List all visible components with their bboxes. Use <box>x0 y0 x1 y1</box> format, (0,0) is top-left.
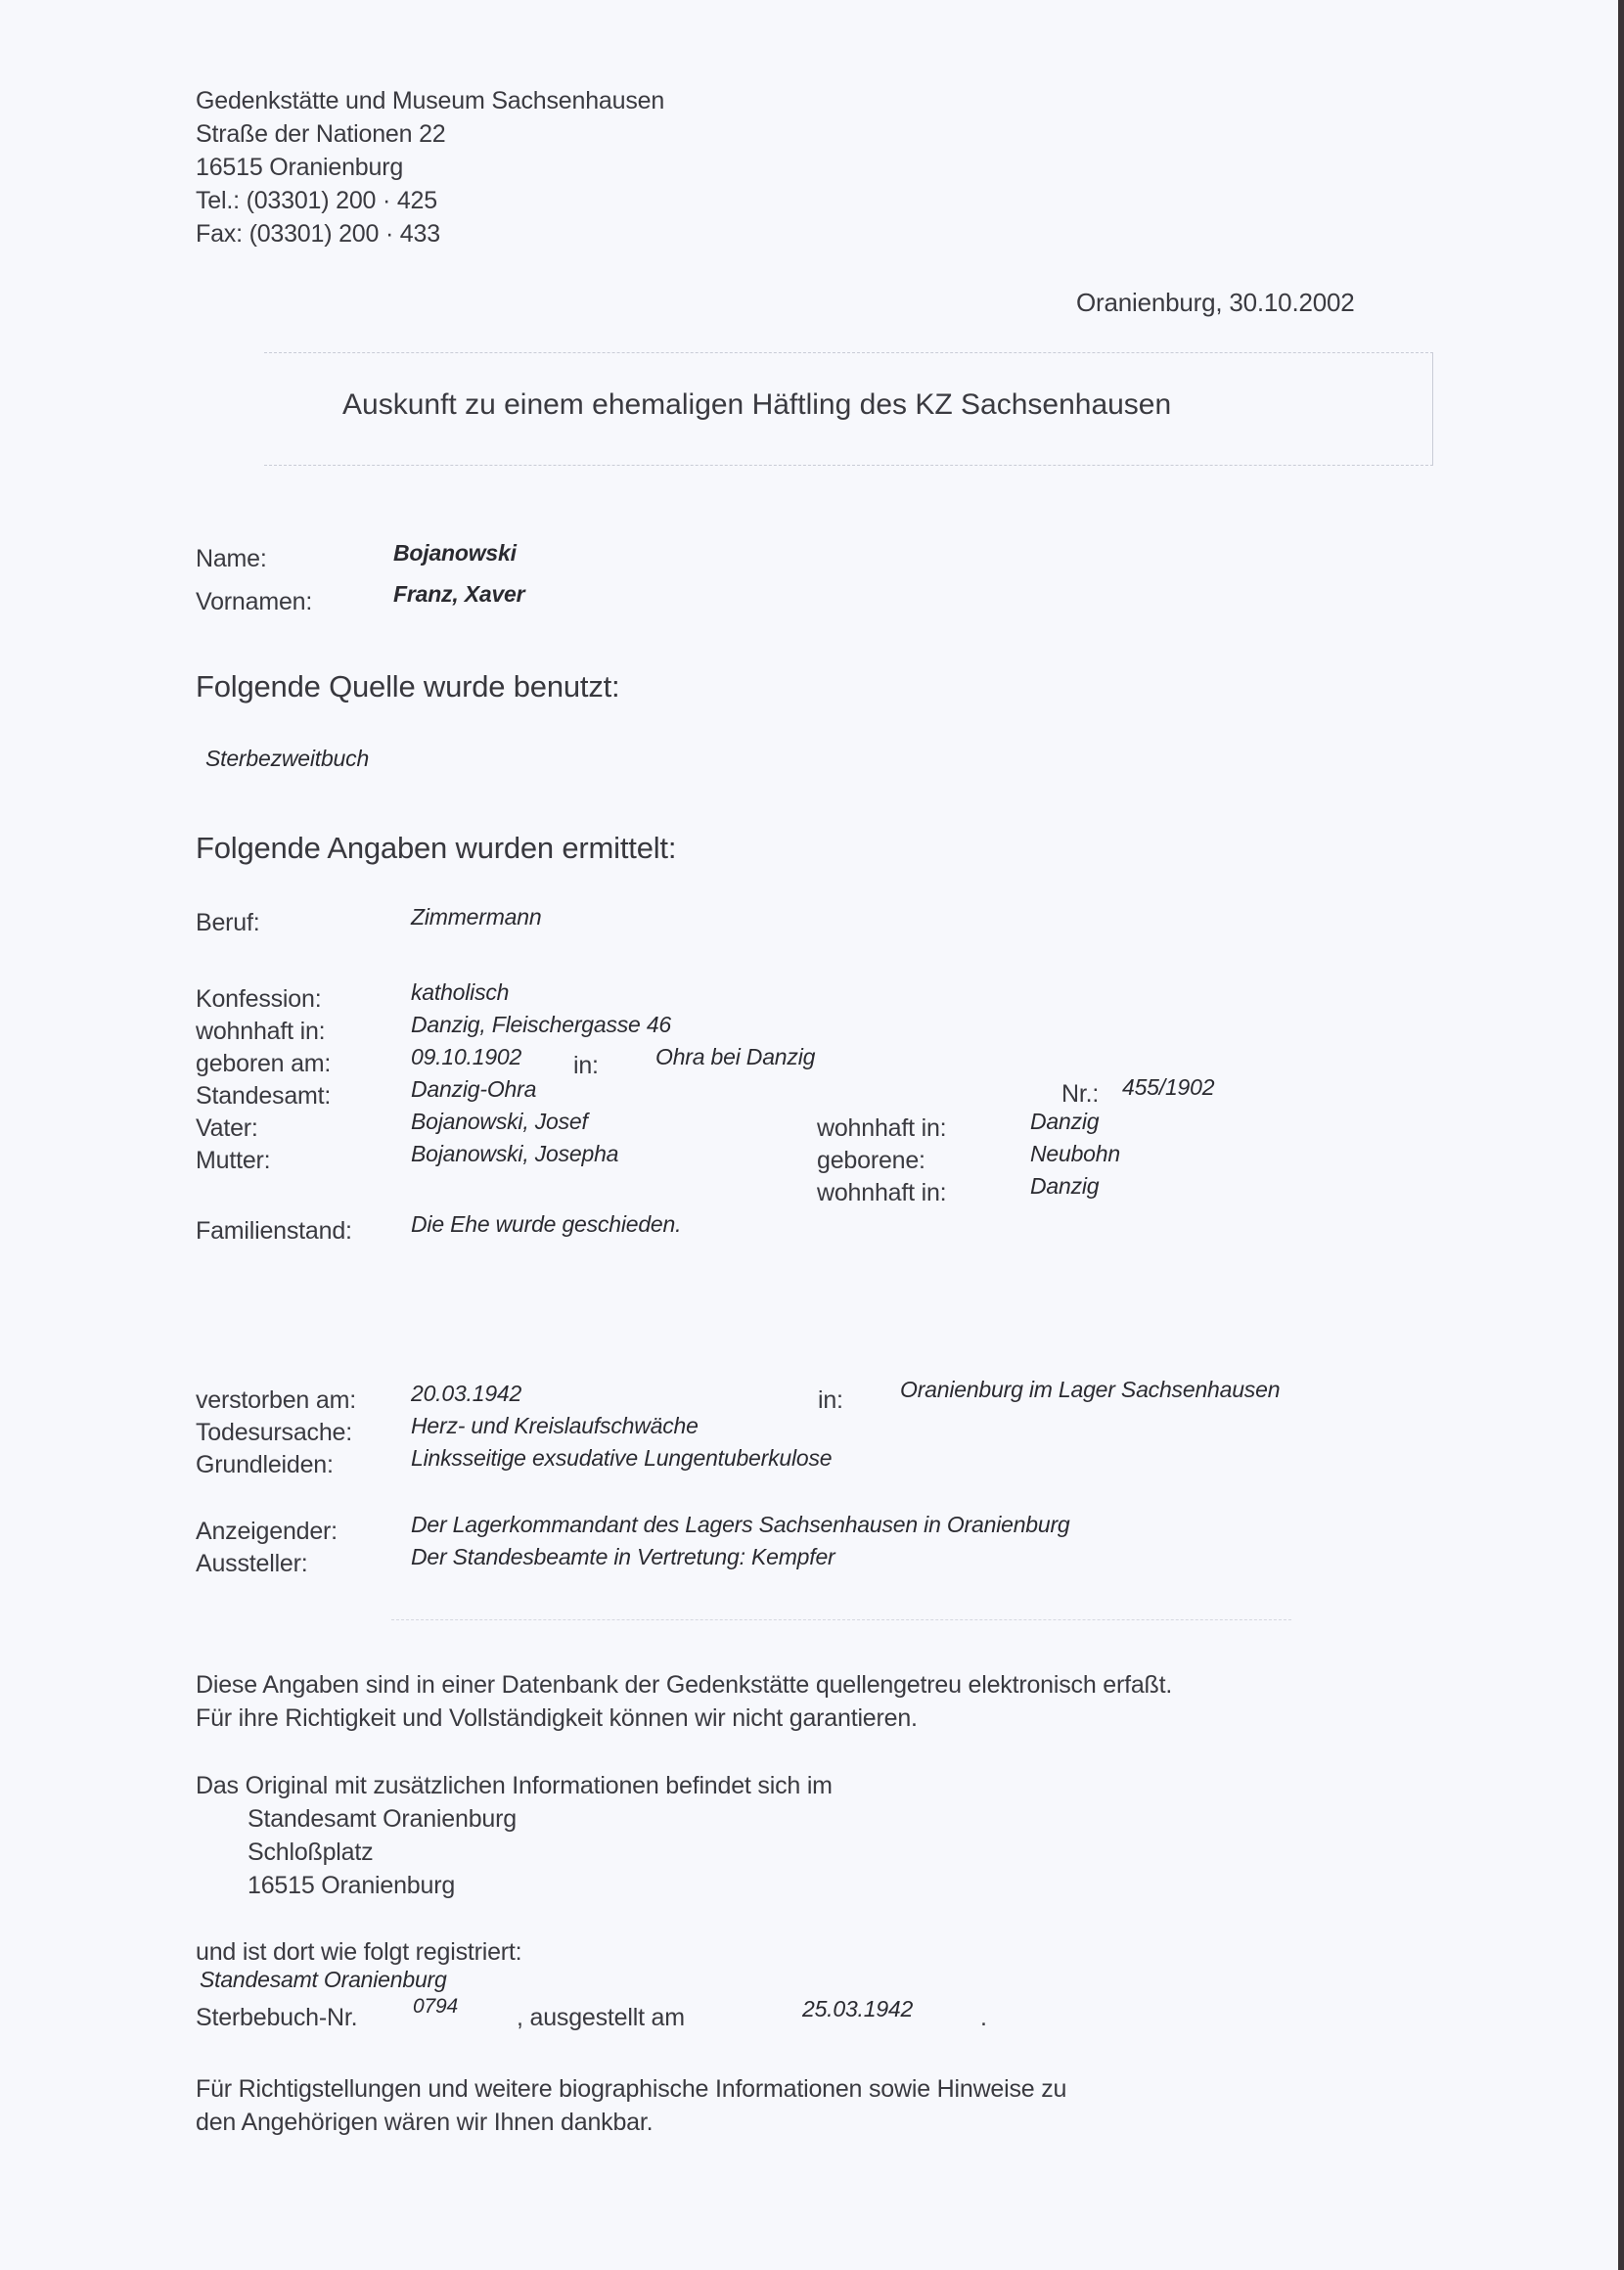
grundleiden-label: Grundleiden: <box>196 1451 334 1478</box>
name-value: Bojanowski <box>393 540 517 566</box>
todesursache-label: Todesursache: <box>196 1419 352 1446</box>
beruf-label: Beruf: <box>196 909 260 936</box>
period: . <box>980 2004 987 2031</box>
geboren-in-label: in: <box>573 1052 599 1079</box>
nr-label: Nr.: <box>1061 1080 1100 1108</box>
page-edge-shadow <box>1618 0 1624 2270</box>
grundleiden-value: Linksseitige exsudative Lungentuberkulose <box>411 1445 833 1471</box>
standesamt-value: Danzig-Ohra <box>411 1076 537 1102</box>
sender-line: Fax: (03301) 200 · 433 <box>196 220 440 248</box>
familienstand-label: Familienstand: <box>196 1217 352 1245</box>
verstorben-value: 20.03.1942 <box>411 1381 522 1406</box>
original-address-line: Standesamt Oranienburg <box>248 1805 517 1833</box>
firstnames-value: Franz, Xaver <box>393 581 525 607</box>
anzeigender-label: Anzeigender: <box>196 1518 338 1545</box>
mutter-wohnhaft-value: Danzig <box>1030 1173 1100 1199</box>
registered-office: Standesamt Oranienburg <box>200 1967 447 1992</box>
anzeigender-value: Der Lagerkommandant des Lagers Sachsenhausen in Oranienburg <box>411 1512 1070 1537</box>
nr-value: 455/1902 <box>1122 1074 1215 1100</box>
beruf-value: Zimmermann <box>411 904 542 930</box>
familienstand-value: Die Ehe wurde geschieden. <box>411 1211 682 1237</box>
sterbebuch-nr: 0794 <box>413 1995 458 2018</box>
wohnhaft-label: wohnhaft in: <box>196 1018 326 1045</box>
sender-line: Tel.: (03301) 200 · 425 <box>196 187 437 214</box>
disclaimer-line: Für ihre Richtigkeit und Vollständigkeit können wir nicht garantieren. <box>196 1704 918 1732</box>
source-value: Sterbezweitbuch <box>205 746 370 771</box>
verstorben-label: verstorben am: <box>196 1386 356 1414</box>
closing-line: Für Richtigstellungen und weitere biographische Informationen sowie Hinweise zu <box>196 2075 1067 2103</box>
mutter-geborene-value: Neubohn <box>1030 1141 1120 1166</box>
verstorben-in-label: in: <box>818 1386 843 1414</box>
sterbebuch-label: Sterbebuch-Nr. <box>196 2004 358 2031</box>
todesursache-value: Herz- und Kreislaufschwäche <box>411 1413 699 1438</box>
mutter-value: Bojanowski, Josepha <box>411 1141 619 1166</box>
ausgestellt-label: , ausgestellt am <box>517 2004 685 2031</box>
mutter-wohnhaft-label: wohnhaft in: <box>817 1179 947 1206</box>
konfession-label: Konfession: <box>196 985 322 1013</box>
vater-value: Bojanowski, Josef <box>411 1109 588 1134</box>
page-title: Auskunft zu einem ehemaligen Häftling des KZ Sachsenhausen <box>342 388 1172 421</box>
findings-heading: Folgende Angaben wurden ermittelt: <box>196 831 677 865</box>
ausgestellt-date: 25.03.1942 <box>802 1996 914 2021</box>
mutter-label: Mutter: <box>196 1147 271 1174</box>
mutter-geborene-label: geborene: <box>817 1147 925 1174</box>
closing-line: den Angehörigen wären wir Ihnen dankbar. <box>196 2109 654 2136</box>
original-address-line: Schloßplatz <box>248 1839 374 1866</box>
geboren-label: geboren am: <box>196 1050 332 1077</box>
title-box <box>264 352 1433 466</box>
aussteller-label: Aussteller: <box>196 1550 308 1577</box>
original-address-line: 16515 Oranienburg <box>248 1872 456 1899</box>
verstorben-in-value: Oranienburg im Lager Sachsenhausen <box>900 1377 1281 1402</box>
vater-wohnhaft-value: Danzig <box>1030 1109 1100 1134</box>
registered-intro: und ist dort wie folgt registriert: <box>196 1938 522 1966</box>
vater-wohnhaft-label: wohnhaft in: <box>817 1114 947 1142</box>
konfession-value: katholisch <box>411 979 510 1005</box>
geboren-in-value: Ohra bei Danzig <box>655 1044 816 1069</box>
date-line: Oranienburg, 30.10.2002 <box>1076 288 1355 317</box>
geboren-value: 09.10.1902 <box>411 1044 522 1069</box>
disclaimer-line: Diese Angaben sind in einer Datenbank der Gedenkstätte quellengetreu elektronisch erfaßt. <box>196 1671 1173 1699</box>
firstnames-label: Vornamen: <box>196 588 313 615</box>
section-divider <box>391 1619 1291 1620</box>
vater-label: Vater: <box>196 1114 258 1142</box>
aussteller-value: Der Standesbeamte in Vertretung: Kempfer <box>411 1544 835 1569</box>
sender-line: Straße der Nationen 22 <box>196 120 446 148</box>
sender-line: Gedenkstätte und Museum Sachsenhausen <box>196 87 665 114</box>
original-intro: Das Original mit zusätzlichen Informationen befindet sich im <box>196 1772 833 1799</box>
source-heading: Folgende Quelle wurde benutzt: <box>196 669 620 704</box>
wohnhaft-value: Danzig, Fleischergasse 46 <box>411 1012 672 1037</box>
sender-line: 16515 Oranienburg <box>196 154 404 181</box>
name-label: Name: <box>196 545 267 572</box>
standesamt-label: Standesamt: <box>196 1082 332 1110</box>
